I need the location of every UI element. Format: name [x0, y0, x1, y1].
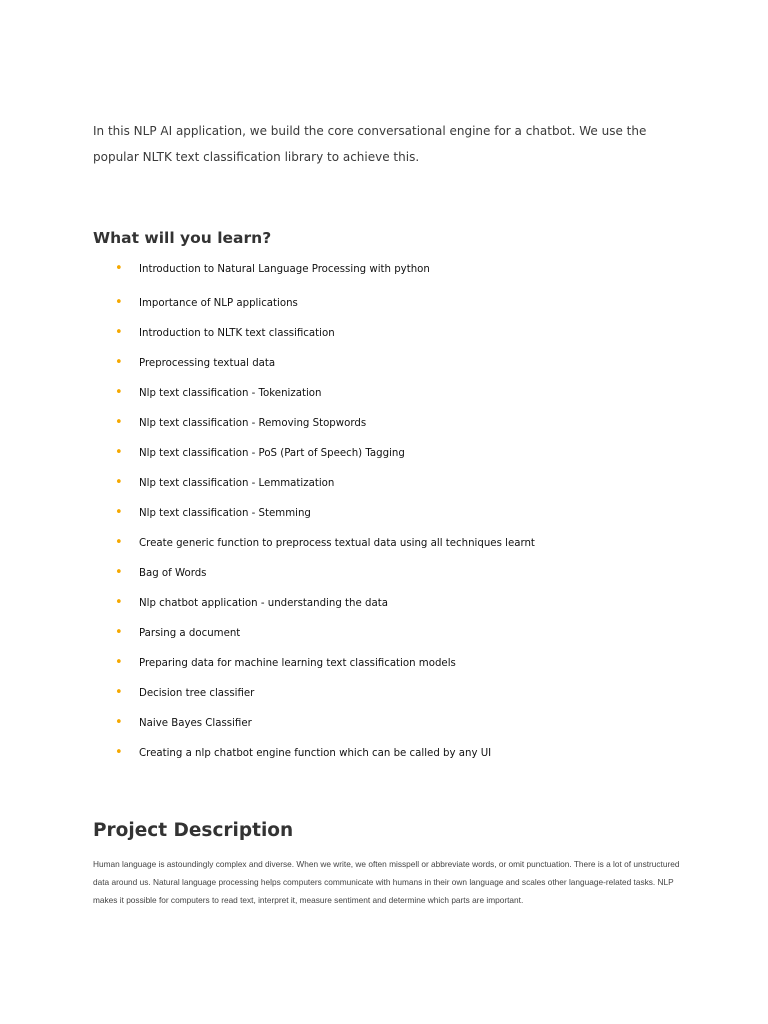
project-heading: Project Description — [93, 820, 294, 841]
learn-item-text: Naive Bayes Classifier — [139, 718, 252, 729]
learn-list-item — [93, 445, 693, 478]
learn-list-item — [93, 355, 693, 388]
bullet-icon: • — [115, 355, 123, 370]
learn-item-text: Nlp text classification - PoS (Part of Speech) Tagging — [139, 448, 405, 459]
learn-item-text: Bag of Words — [139, 568, 207, 579]
bullet-icon: • — [115, 325, 123, 340]
bullet-icon: • — [115, 445, 123, 460]
learn-list-item — [93, 715, 693, 748]
learn-item-text: Create generic function to preprocess textual data using all techniques learnt — [139, 538, 535, 549]
bullet-icon: • — [115, 625, 123, 640]
learn-list-item — [93, 415, 693, 448]
learn-item-text: Importance of NLP applications — [139, 298, 298, 309]
learn-list-item — [93, 325, 693, 358]
learn-list-item — [93, 295, 693, 328]
learn-list-item — [93, 655, 693, 688]
project-description: Human language is astoundingly complex and diverse. When we write, we often misspell or abbreviate words, or omit punctuation. There is a lot of unstructured data around us. Natural language processing helps computers communicate with humans in their own language and scales other language-related tasks. NLP makes it possible for computers to read text, interpret it, measure sentiment and determine which parts are important. — [93, 859, 680, 905]
learn-item-text: Preparing data for machine learning text classification models — [139, 658, 456, 669]
bullet-icon: • — [115, 685, 123, 700]
intro-paragraph: In this NLP AI application, we build the core conversational engine for a chatbot. We use the popular NLTK text classification library to achieve this. — [93, 124, 647, 164]
learn-heading: What will you learn? — [93, 229, 272, 247]
bullet-icon: • — [115, 655, 123, 670]
bullet-icon: • — [115, 535, 123, 550]
learn-item-text: Preprocessing textual data — [139, 358, 276, 369]
learn-list-item — [93, 385, 693, 418]
learn-list-item — [93, 685, 693, 718]
learn-item-text: Nlp chatbot application - understanding the data — [139, 598, 388, 609]
learn-list — [93, 261, 693, 778]
bullet-icon: • — [115, 475, 123, 490]
learn-list-item — [93, 505, 693, 538]
learn-list-item — [93, 475, 693, 508]
bullet-icon: • — [115, 595, 123, 610]
bullet-icon: • — [115, 565, 123, 580]
bullet-icon: • — [115, 295, 123, 310]
learn-item-text: Nlp text classification - Lemmatization — [139, 478, 335, 489]
learn-list-item — [93, 535, 693, 568]
learn-item-text: Decision tree classifier — [139, 688, 255, 699]
learn-item-text: Creating a nlp chatbot engine function which can be called by any UI — [139, 748, 492, 759]
page-content — [93, 118, 683, 905]
learn-item-text: Introduction to Natural Language Processing with python — [139, 264, 430, 275]
learn-list-item — [93, 565, 693, 598]
bullet-icon: • — [115, 715, 123, 730]
learn-item-text: Nlp text classification - Tokenization — [139, 388, 322, 399]
learn-item-text: Nlp text classification - Removing Stopwords — [139, 418, 367, 429]
learn-item-text: Nlp text classification - Stemming — [139, 508, 311, 519]
learn-item-text: Parsing a document — [139, 628, 241, 639]
learn-list-item — [93, 745, 693, 778]
bullet-icon: • — [115, 385, 123, 400]
learn-item-text: Introduction to NLTK text classification — [139, 328, 335, 339]
learn-list-item — [93, 625, 693, 658]
learn-list-item — [93, 261, 693, 298]
bullet-icon: • — [115, 415, 123, 430]
bullet-icon: • — [115, 505, 123, 520]
bullet-icon: • — [115, 745, 123, 760]
learn-list-item — [93, 595, 693, 628]
bullet-icon: • — [115, 261, 123, 276]
